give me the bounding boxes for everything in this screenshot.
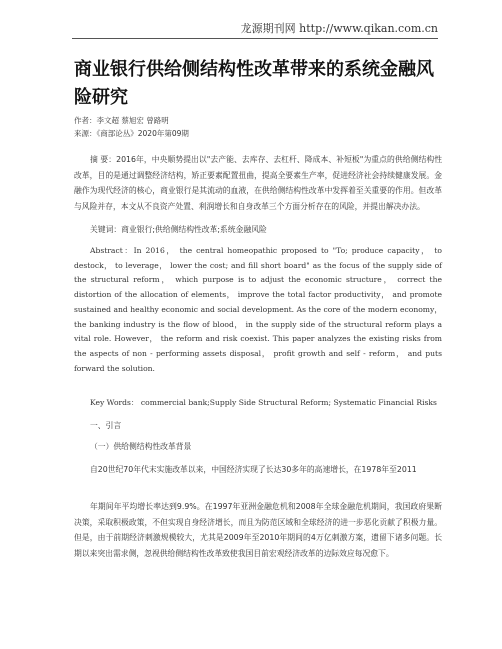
body-paragraph-1: 自20世纪70年代末实施改革以来，中国经济实现了长达30多年的高速增长，在1978年至2011	[90, 465, 417, 474]
article-authors: 作者：李文超 蔡旭宏 曾路明	[74, 116, 169, 125]
abstract-cn: 摘 要：2016年，中央顺势提出以"去产能、去库存、去杠杆、降成本、补短板"为重点的供给侧结构性改革，目的是通过调整经济结构，矫正要素配置扭曲，提高全要素生产率，促进经济社会持续健康发展。金融作为现代经济的核心，商业银行是其流动的血液，在供给侧结构性改革中发挥着至关重要的作用。但改革与风险并存，本文从不良资产处置、利润增长和自身改革三个方面分析存在的风险，并提出解决办法。	[74, 155, 442, 211]
body-paragraph-2: 年期间年平均增长率达到9.9%。在1997年亚洲金融危机和2008年全球金融危机期间，我国政府果断决策，采取积极政策，不但实现自身经济增长，而且为防范区域和全球经济的进一步恶化贡献了积极力量。但是，由于前期经济刺激规模较大，尤其是2009年至2010年期间的4万亿刺激方案，遗留下诸多问题。长期以来突出需求侧，忽视供给侧结构性改革致使我国目前宏观经济改革的边际效应每况愈下。	[74, 502, 442, 558]
section-heading-introduction: 一、引言	[90, 421, 122, 430]
site-header[interactable]: 龙源期刊网 http://www.qikan.com.cn	[240, 22, 438, 35]
keywords-cn: 关键词：商业银行;供给侧结构性改革;系统金融风险	[90, 225, 267, 234]
header-divider	[72, 38, 438, 39]
keywords-en: Key Words： commercial bank;Supply Side Structural Reform; Systematic Financial Risks	[90, 398, 437, 407]
subsection-heading-background: （一）供给侧结构性改革背景	[90, 442, 192, 451]
abstract-en: Abstract：In 2016， the central homeopathic proposed to "To; produce capacity， to destock， to leverage， lower the cost; and fill short board" as the focus of the supply side of the structural reform， which purpose is to adjust the economic structure， correct the distortion of the allocation of elements， improve the total factor productivity， and promote sustained and healthy economic and social development. As the core of the modern economy， the banking industry is the flow of blood， in the supply side of the structural reform plays a vital role. However， the reform and risk coexist. This paper analyzes the existing risks from the aspects of non - performing assets disposal， profit growth and self - reform， and puts forward the solution.	[74, 246, 442, 373]
article-title: 商业银行供给侧结构性改革带来的系统金融风险研究	[74, 59, 434, 108]
article-source: 来源：《商部论丛》2020年第09期	[74, 129, 189, 138]
